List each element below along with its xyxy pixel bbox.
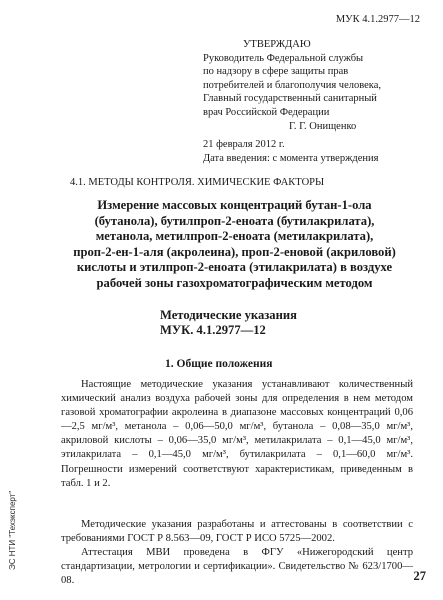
approval-heading: УТВЕРЖДАЮ — [243, 39, 311, 50]
subtitle-code: МУК. 4.1.2977—12 — [160, 323, 266, 338]
approval-line: Главный государственный санитарный — [203, 93, 377, 105]
body-text — [61, 378, 413, 491]
effective-date: Дата введения: с момента утверждения — [203, 152, 379, 164]
title-line: рабочей зоны газохроматографическим методом — [96, 275, 373, 290]
paragraph: Методические указания разработаны и аттестованы в соответствии с требованиями ГОСТ Р 8.563—09, ГОСТ Р ИСО 5725—2002. — [61, 519, 413, 545]
approval-block — [203, 38, 381, 165]
title-line: проп-2-ен-1-аля (акролеина), проп-2-еновой (акриловой) — [73, 244, 396, 259]
paragraph: Аттестация МВИ проведена в ФГУ «Нижегородский центр стандартизации, метрологии и сертификации». Свидетельство № 623/1700—08. — [61, 547, 413, 587]
paragraph: Настоящие методические указания устанавливают количественный химический анализ воздуха рабочей зоны для определения в нем методом газовой хроматографии акролеина в диапазоне массовых концентраций 0,06—2,5 мг/м³, метанола – 0,06—50,0 мг/м³, бутанола – 0,08—35,0 мг/м³, акриловой кислоты – 0,06—35,0 мг/м³, метилакрилата – 0,1—45,0 мг/м³, этилакрилата – 0,1—45,0 мг/м³, бутилакрилата – 0,1—60,0 мг/м³. Погрешности измерений соответствуют характеристикам, приведенным в табл. 1 и 2. — [61, 379, 413, 489]
section-label: 4.1. МЕТОДЫ КОНТРОЛЯ. ХИМИЧЕСКИЕ ФАКТОРЫ — [70, 177, 325, 188]
document-code: МУК 4.1.2977—12 — [335, 14, 420, 25]
title-line: метанола, метилпроп-2-еноата (метилакрилата), — [95, 229, 374, 244]
title-line: кислоты и этилпроп-2-еноата (этилакрилата) в воздухе — [76, 260, 393, 275]
approval-date: 21 февраля 2012 г. — [203, 139, 285, 151]
title-line: (бутанола), бутилпроп-2-еноата (бутилакрилата), — [94, 213, 375, 228]
approval-signer: Г. Г. Онищенко — [289, 120, 357, 132]
body-text-2 — [61, 518, 413, 588]
subtitle-kind: Методические указания — [160, 308, 297, 322]
approval-line: потребителей и благополучия человека, — [203, 79, 382, 91]
approval-line: Руководитель Федеральной службы — [203, 52, 364, 64]
document-title — [50, 198, 419, 292]
page-number: 27 — [413, 569, 426, 583]
side-stamp: ЭС НТИ "Техэксперт" — [8, 490, 17, 570]
section-heading: 1. Общие положения — [165, 358, 273, 370]
approval-line: врач Российской Федерации — [203, 106, 330, 118]
approval-line: по надзору в сфере защиты прав — [203, 66, 349, 78]
document-subtitle — [160, 308, 297, 339]
title-line: Измерение массовых концентраций бутан-1-ола — [97, 198, 372, 212]
